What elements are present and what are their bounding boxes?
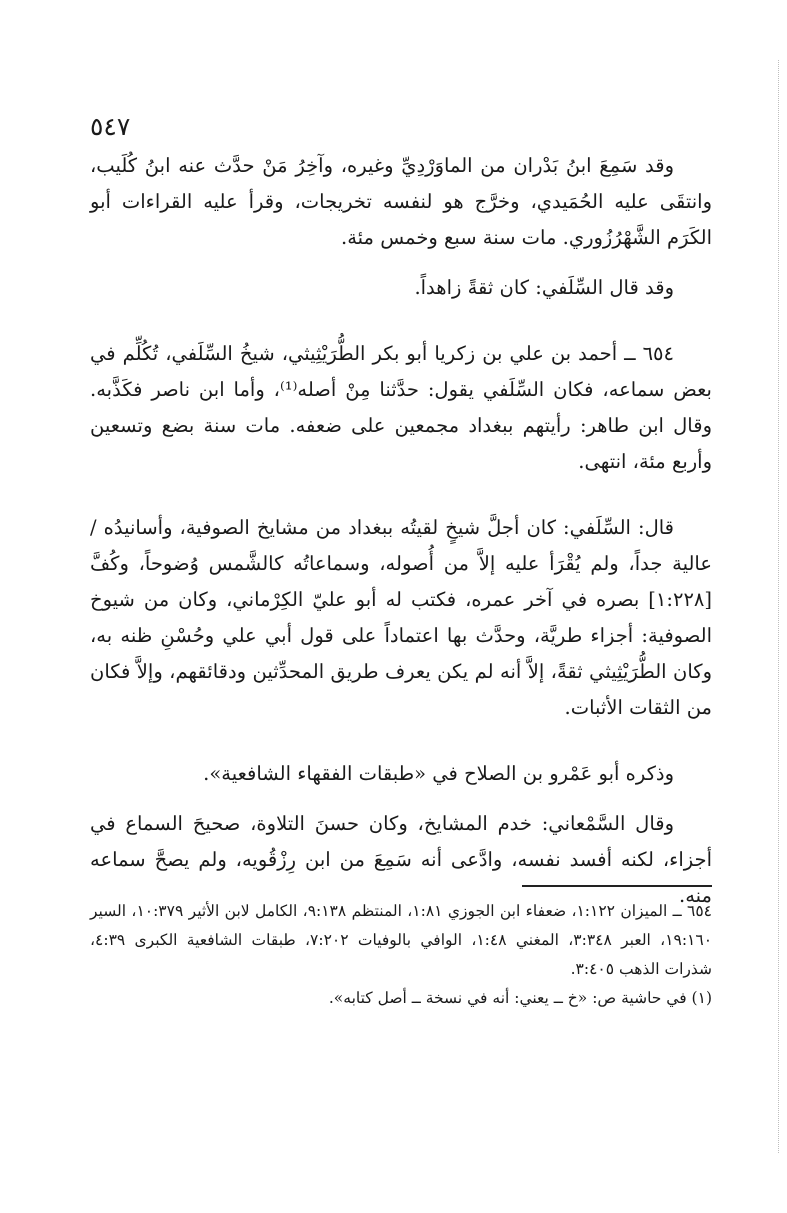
paragraph-ibn-salah: وذكره أبو عَمْرو بن الصلاح في «طبقات الفقهاء الشافعية». xyxy=(203,762,674,785)
page-number: ٥٤٧ xyxy=(90,112,131,141)
footnote-1: (١) في حاشية ص: «خ ــ يعني: أنه في نسخة ــ أصل كتابه». xyxy=(328,989,712,1007)
paragraph-samani: وقال السَّمْعاني: خدم المشايخ، وكان حسنَ التلاوة، صحيحَ السماع في أجزاء، لكنه أفسد نفسه، وادَّعى أنه سَمِعَ من ابن رِزْقُويه، ولم يصحَّ سماعه منه. xyxy=(90,812,712,907)
footnotes xyxy=(90,885,712,1013)
paragraph-ibn-badran: وقد سَمِعَ ابنُ بَدْران من الماوَرْدِيِّ وغيره، وآخِرُ مَنْ حدَّث عنه ابنُ كُلَيب، وانتقَى عليه الحُمَيدي، وخرَّج هو لنفسه تخريجات، وقرأ عليه القراءات أبو الكَرَم الشَّهْرُزُوري. مات سنة سبع وخمس مئة. xyxy=(90,154,712,249)
paragraph-silafi-statement: قال: السِّلَفي: كان أجلَّ شيخٍ لقيتُه ببغداد من مشايخ الصوفية، وأسانيدُه / عالية جداً، ولم يُقْرَأ عليه إلاَّ من أُصوله، وسماعاتُه كالشَّمس وُضوحاً، وكُفَّ [١:٢٢٨] بصره في آخر عمره، فكتب له أبو عليّ الكِرْماني، وكان من شيوخ الصوفية: أجزاء طريَّة، وحدَّث بها اعتماداً على قول أبي علي وحُسْنِ ظنه به، وكان الطُّرَيْثِيثي ثقةً، إلاَّ أنه لم يكن يعرف طريق المحدِّثين ودقائقهم، وإلاَّ فكان من الثقات الأثبات. xyxy=(90,516,712,719)
entry-654: ٦٥٤ ــ أحمد بن علي بن زكريا أبو بكر الطُّرَيْثِيثي، شيخُ السِّلَفي، تُكُلِّم في بعض سماعه، فكان السِّلَفي يقول: حدَّثنا مِنْ أصله⁽¹⁾، وأما ابن ناصر فكَذَّبه. وقال ابن طاهر: رأيتهم ببغداد مجمعين على ضعفه. مات سنة بضع وتسعين وأربع مئة، انتهى. xyxy=(90,342,712,473)
paragraph-silafi-quote: وقد قال السِّلَفي: كان ثقةً زاهداً. xyxy=(414,276,674,299)
footnote-sources: ٦٥٤ ــ الميزان ١:١٢٢، ضعفاء ابن الجوزي ١:٨١، المنتظم ٩:١٣٨، الكامل لابن الأثير ١٠:٣٧٩، السير ١٩:١٦٠، العبر ٣:٣٤٨، المغني ١:٤٨، الوافي بالوفيات ٧:٢٠٢، طبقات الشافعية الكبرى ٤:٣٩، شذرات الذهب ٣:٤٠٥. xyxy=(90,902,713,978)
main-text xyxy=(90,148,712,914)
page-edge xyxy=(778,60,779,1153)
footnote-divider xyxy=(522,885,712,887)
